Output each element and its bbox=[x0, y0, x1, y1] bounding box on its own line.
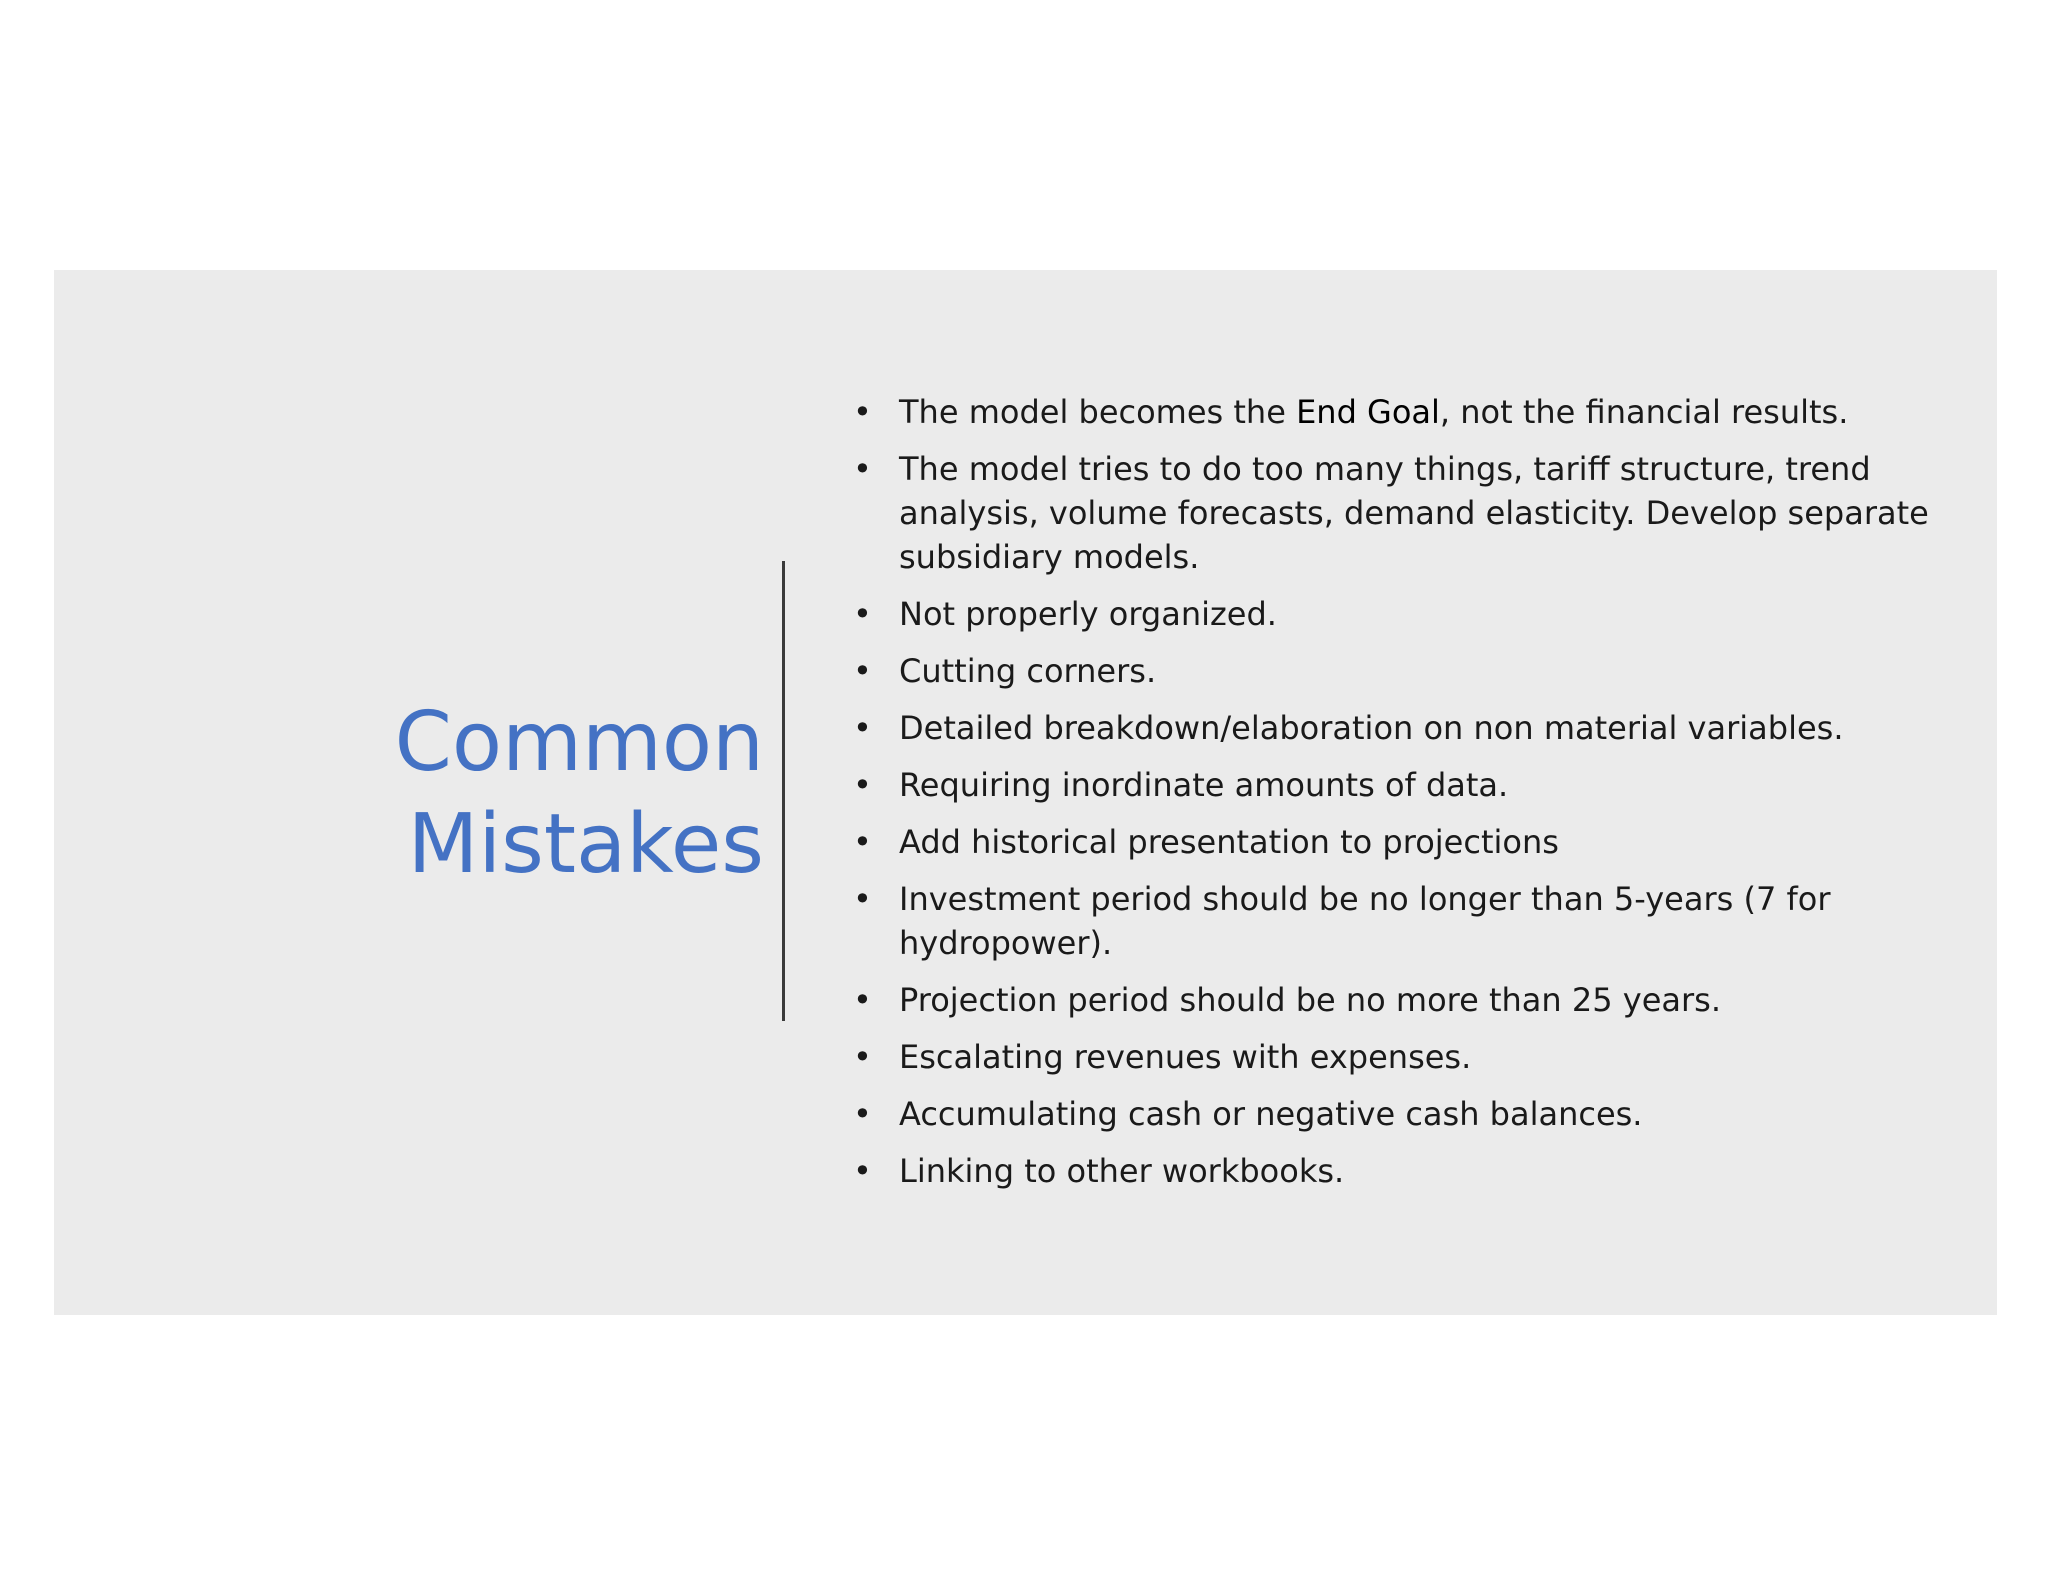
slide-title bbox=[254, 692, 764, 896]
bullet-text: Cutting corners. bbox=[899, 652, 1157, 690]
bullet-text: Projection period should be no more than 25 years. bbox=[899, 981, 1721, 1019]
bullet-text: Investment period should be no longer than 5-years (7 for hydropower). bbox=[899, 880, 1831, 962]
bullet-item bbox=[853, 447, 1963, 579]
bullet-item bbox=[853, 763, 1963, 807]
bullet-item bbox=[853, 877, 1963, 965]
bullet-text: The model tries to do too many things, tariff structure, trend analysis, volume forecasts, demand elasticity. Develop separate subsidiary models. bbox=[899, 450, 1929, 576]
bullet-dot: • bbox=[853, 1152, 872, 1190]
bullet-list bbox=[853, 390, 1963, 1206]
bullet-item bbox=[853, 978, 1963, 1022]
bullet-dot: • bbox=[853, 766, 872, 804]
bullet-item bbox=[853, 1092, 1963, 1136]
bullet-dot: • bbox=[853, 880, 872, 918]
title-line-1: Common bbox=[394, 695, 764, 790]
bullet-text: Detailed breakdown/elaboration on non material variables. bbox=[899, 709, 1844, 747]
bullet-text: Not properly organized. bbox=[899, 595, 1277, 633]
bullet-dot: • bbox=[853, 1038, 872, 1076]
bullet-text-post: , not the financial results. bbox=[1439, 393, 1849, 431]
bullet-dot: • bbox=[853, 981, 872, 1019]
bullet-text: Accumulating cash or negative cash balances. bbox=[899, 1095, 1643, 1133]
bullet-dot: • bbox=[853, 595, 872, 633]
bullet-dot: • bbox=[853, 652, 872, 690]
bullet-dot: • bbox=[853, 393, 872, 431]
bullet-item bbox=[853, 706, 1963, 750]
bullet-text: Escalating revenues with expenses. bbox=[899, 1038, 1472, 1076]
vertical-divider bbox=[782, 561, 785, 1021]
bullet-text-pre: The model becomes the bbox=[899, 393, 1297, 431]
bullet-text: Add historical presentation to projections bbox=[899, 823, 1559, 861]
title-line-2: Mistakes bbox=[407, 797, 764, 892]
bullet-item bbox=[853, 1035, 1963, 1079]
bullet-text: Requiring inordinate amounts of data. bbox=[899, 766, 1509, 804]
bullet-dot: • bbox=[853, 709, 872, 747]
bullet-item bbox=[853, 1149, 1963, 1193]
content-panel bbox=[54, 270, 1997, 1315]
bullet-item bbox=[853, 390, 1963, 434]
bullet-text: Linking to other workbooks. bbox=[899, 1152, 1345, 1190]
bullet-text-emphasis: End Goal bbox=[1296, 393, 1440, 431]
bullet-item bbox=[853, 820, 1963, 864]
bullet-dot: • bbox=[853, 450, 872, 488]
bullet-item bbox=[853, 649, 1963, 693]
bullet-dot: • bbox=[853, 1095, 872, 1133]
bullet-item bbox=[853, 592, 1963, 636]
bullet-dot: • bbox=[853, 823, 872, 861]
